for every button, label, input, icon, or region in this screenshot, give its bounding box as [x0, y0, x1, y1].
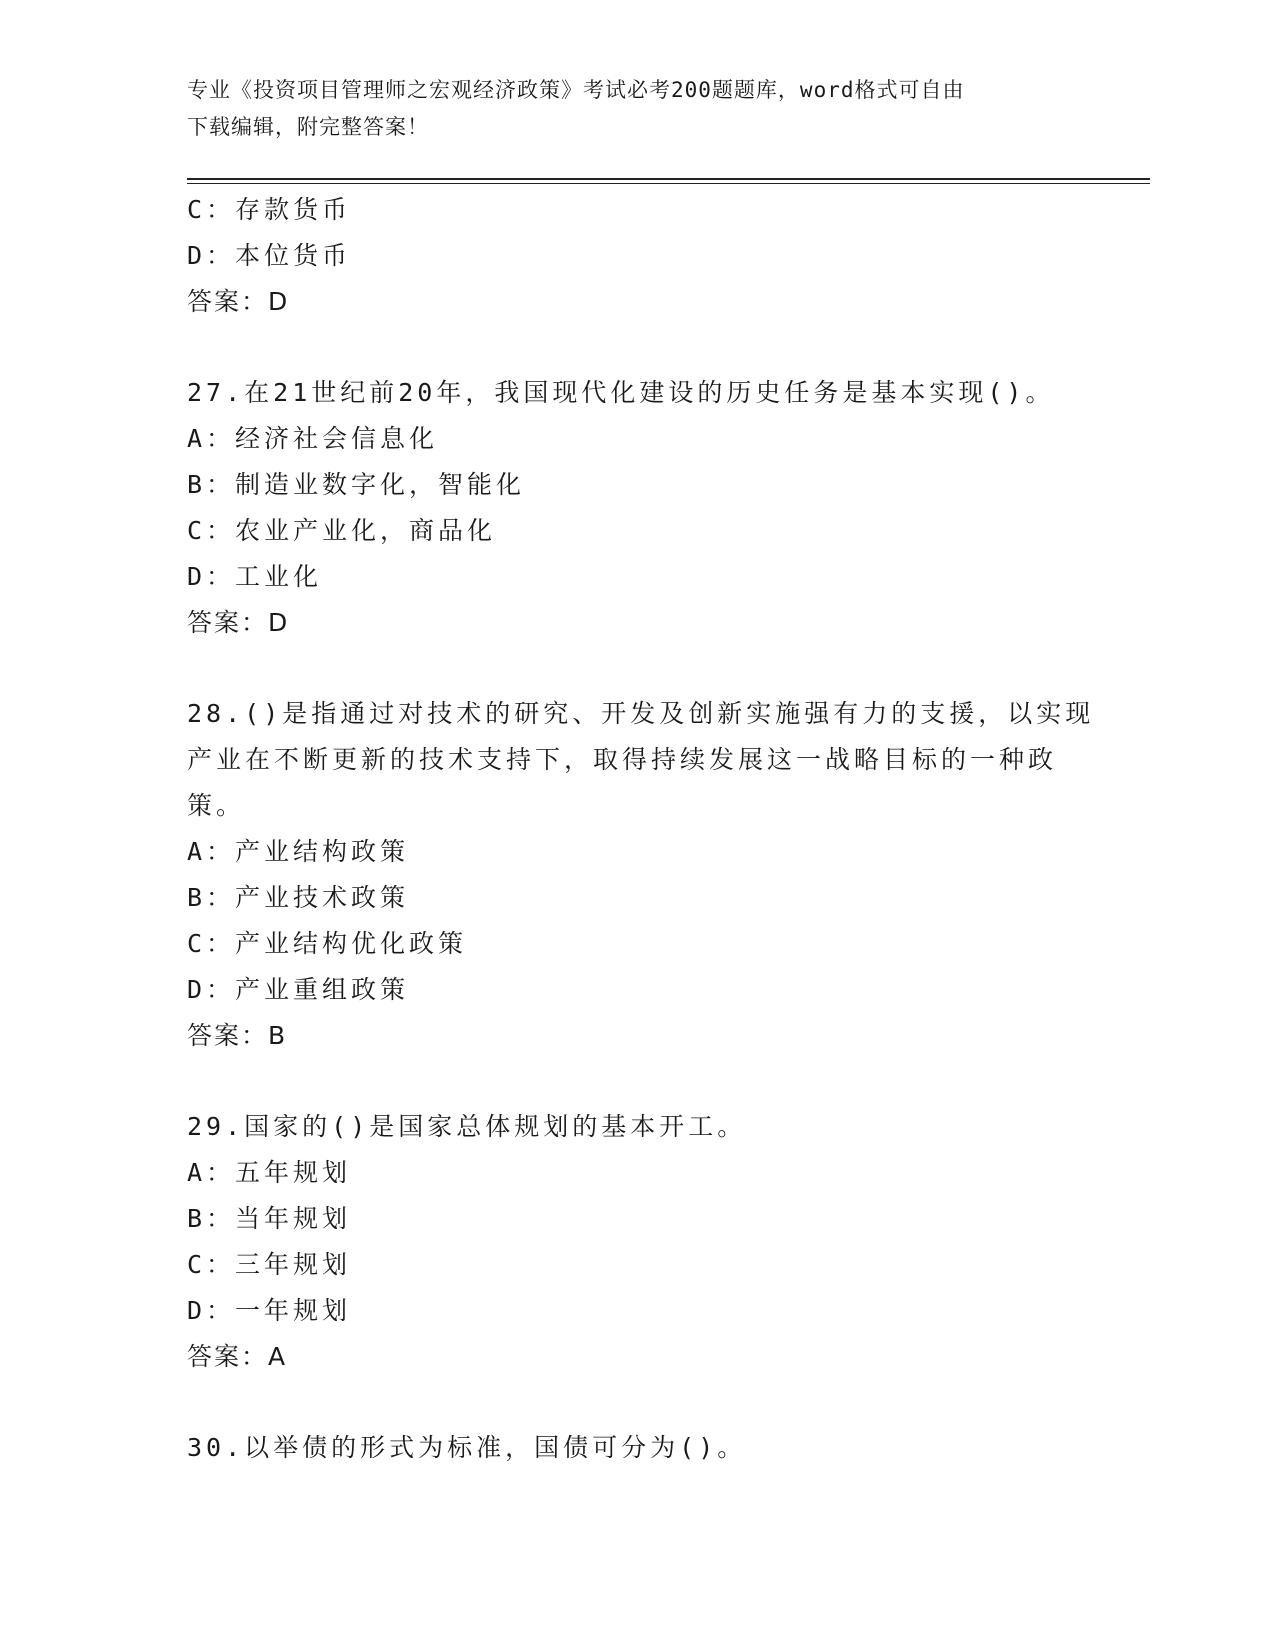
spacer: [187, 325, 1087, 370]
question-text: 30.以举债的形式为标准，国债可分为()。: [187, 1433, 747, 1462]
answer-line: 答案：A: [187, 1342, 288, 1371]
option-c: C：产业结构优化政策: [187, 929, 468, 958]
question-block-27: [187, 370, 1087, 646]
header-divider-thin: [187, 183, 1150, 184]
spacer: [187, 1380, 1087, 1425]
document-body: [187, 187, 1095, 1471]
option-d: D：本位货币: [187, 241, 352, 270]
option-b: B：当年规划: [187, 1204, 352, 1233]
header-line-2: 下载编辑，附完整答案！: [187, 115, 429, 139]
answer-line: 答案：B: [187, 1021, 288, 1050]
question-text-line-1: 28.()是指通过对技术的研究、开发及创新实施强有力的支援，以实现: [187, 699, 1095, 728]
header-line-1: 专业《投资项目管理师之宏观经济政策》考试必考200题题库，word格式可自由: [187, 78, 965, 102]
question-text: 27.在21世纪前20年，我国现代化建设的历史任务是基本实现()。: [187, 378, 1055, 407]
option-d: D：一年规划: [187, 1296, 352, 1325]
question-text: 29.国家的()是国家总体规划的基本开工。: [187, 1112, 747, 1141]
question-block-29: [187, 1104, 1087, 1380]
spacer: [187, 646, 1087, 691]
question-text-line-3: 策。: [187, 791, 246, 820]
question-block-26: [187, 187, 1087, 325]
option-d: D：工业化: [187, 562, 323, 591]
option-a: A：五年规划: [187, 1158, 352, 1187]
option-a: A：产业结构政策: [187, 837, 410, 866]
option-c: C：农业产业化，商品化: [187, 516, 497, 545]
answer-line: 答案：D: [187, 608, 290, 637]
option-c: C：三年规划: [187, 1250, 352, 1279]
header-divider-thick: [187, 178, 1150, 180]
option-c: C：存款货币: [187, 195, 352, 224]
option-b: B：制造业数字化，智能化: [187, 470, 526, 499]
document-header: [187, 72, 1067, 146]
question-text-line-2: 产业在不断更新的技术支持下，取得持续发展这一战略目标的一种政: [187, 745, 1058, 774]
option-d: D：产业重组政策: [187, 975, 410, 1004]
answer-line: 答案：D: [187, 287, 290, 316]
question-block-28: [187, 691, 1095, 1059]
option-b: B：产业技术政策: [187, 883, 410, 912]
question-block-30: [187, 1425, 1087, 1471]
spacer: [187, 1059, 1087, 1104]
option-a: A：经济社会信息化: [187, 424, 439, 453]
